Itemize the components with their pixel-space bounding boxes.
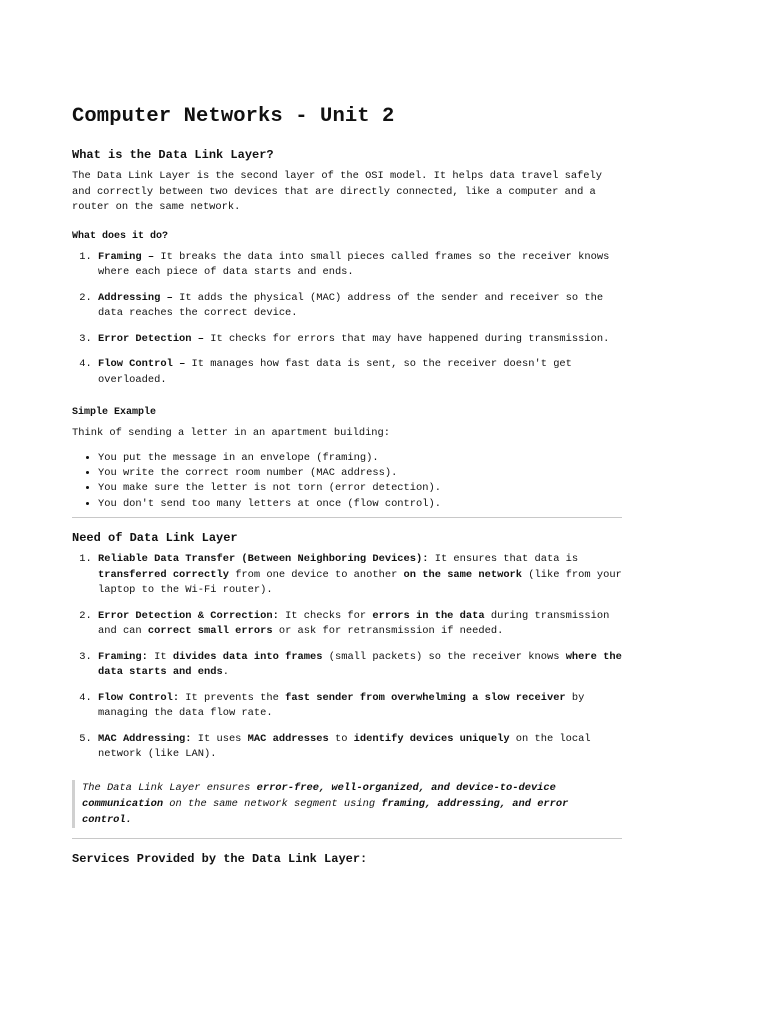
item-emphasis: fast sender from overwhelming a slow receiver (285, 691, 566, 704)
item-text: from one device to another (228, 568, 404, 581)
item-term: Flow Control: (98, 691, 180, 704)
item-emphasis: MAC addresses (247, 732, 329, 745)
item-separator: – (191, 332, 211, 345)
functions-list (72, 250, 622, 389)
quote-emphasis: error-free, well-organized, and device-to-device communication (82, 781, 556, 810)
section-heading-data-link-layer: What is the Data Link Layer? (72, 148, 274, 162)
list-item (98, 357, 622, 388)
item-text: on the local network (like LAN). (98, 732, 591, 761)
section-heading-services: Services Provided by the Data Link Layer: (72, 851, 368, 866)
list-item (98, 691, 622, 722)
item-text: by managing the data flow rate. (98, 691, 585, 720)
list-item (98, 650, 622, 681)
list-item (98, 732, 622, 763)
item-text: (small packets) so the receiver knows (322, 650, 566, 663)
item-separator: – (172, 358, 192, 370)
list-item (98, 250, 622, 281)
list-item (98, 552, 622, 599)
item-text: It breaks the data into small pieces called frames so the receiver knows where each piece of data starts and ends. (98, 250, 610, 278)
item-text: It (147, 650, 173, 663)
list-item (98, 609, 622, 640)
need-list (72, 552, 622, 763)
quote-text: on the same network segment using (163, 797, 382, 810)
item-term: Framing (98, 250, 142, 263)
item-text: It manages how fast data is sent, so the receiver doesn't get overloaded. (98, 358, 572, 386)
divider (72, 838, 622, 839)
item-emphasis: identify devices uniquely (353, 732, 510, 745)
item-term: Flow Control (98, 358, 173, 370)
summary-blockquote (72, 780, 622, 828)
item-term: Error Detection & Correction: (98, 609, 279, 622)
item-term: Reliable Data Transfer (Between Neighboring Devices): (98, 553, 429, 566)
section-heading-need: Need of Data Link Layer (72, 531, 238, 546)
quote-emphasis: framing, addressing, and error control. (82, 797, 569, 826)
page-title: Computer Networks - Unit 2 (72, 105, 395, 128)
subheading-simple-example: Simple Example (72, 407, 157, 418)
list-item: • You don't send too many letters at once (flow control). (98, 497, 622, 512)
item-text: It uses (191, 732, 248, 745)
item-term: MAC Addressing: (98, 732, 192, 745)
intro-paragraph: The Data Link Layer is the second layer of the OSI model. It helps data travel safely and correctly between two devices that are directly connected, like a computer and a router on the same network. (72, 170, 603, 213)
list-item: • You write the correct room number (MAC address). (98, 466, 622, 481)
item-emphasis: on the same network (403, 568, 523, 581)
item-text: It prevents the (179, 691, 286, 704)
item-text: It checks for (278, 609, 373, 622)
item-emphasis: divides data into frames (172, 650, 323, 663)
item-term: Framing: (98, 650, 148, 663)
item-text: during transmission and can (98, 609, 610, 638)
item-text: or ask for retransmission if needed. (272, 625, 504, 638)
item-text: to (328, 732, 354, 745)
item-emphasis: correct small errors (147, 625, 273, 638)
subheading-what-does-it-do: What does it do? (72, 230, 169, 242)
item-emphasis: errors in the data (372, 609, 485, 622)
example-intro: Think of sending a letter in an apartment building: (72, 427, 391, 439)
item-separator: – (141, 250, 161, 263)
item-text: (like from your laptop to the Wi-Fi router). (98, 568, 622, 597)
document-content (72, 104, 622, 873)
item-term: Addressing (98, 291, 161, 304)
item-emphasis: where the data starts and ends (98, 650, 622, 679)
list-item (98, 332, 622, 348)
item-separator: – (160, 291, 180, 304)
divider (72, 517, 622, 518)
item-text: It adds the physical (MAC) address of the sender and receiver so the data reaches the correct device. (98, 291, 604, 319)
quote-text: The Data Link Layer ensures (82, 781, 257, 794)
example-list (72, 451, 622, 513)
list-item: • You put the message in an envelope (framing). (98, 451, 622, 466)
item-text: . (222, 666, 229, 679)
item-term: Error Detection (98, 332, 192, 345)
item-text: It ensures that data is (428, 553, 579, 566)
list-item (98, 291, 622, 322)
item-emphasis: transferred correctly (98, 568, 229, 581)
list-item: • You make sure the letter is not torn (error detection). (98, 481, 622, 496)
item-text: It checks for errors that may have happened during transmission. (210, 332, 610, 345)
